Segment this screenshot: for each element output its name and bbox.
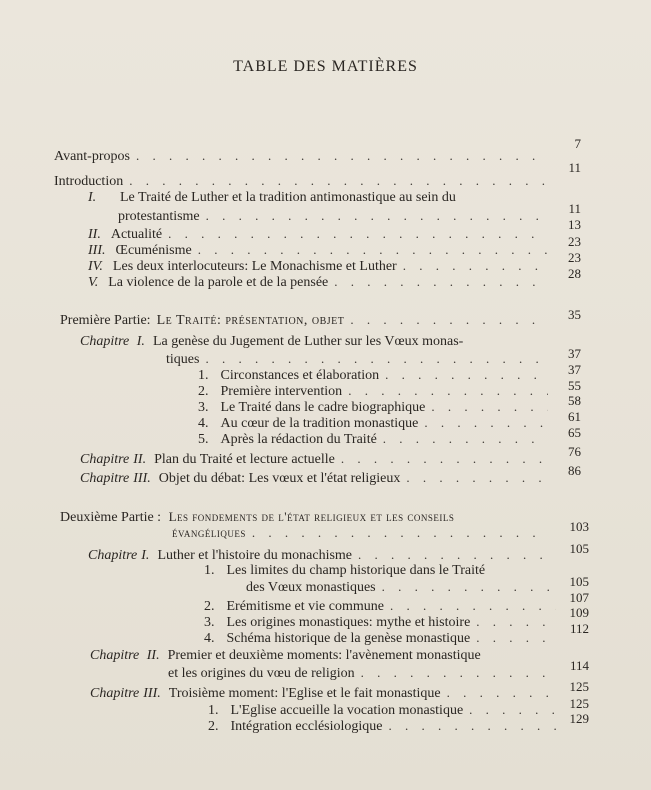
entry-label: Avant-propos bbox=[54, 149, 130, 164]
entry-label: Après la rédaction du Traité bbox=[220, 432, 377, 447]
dot-leader bbox=[385, 367, 548, 383]
page-number: 114 bbox=[569, 658, 589, 673]
toc-part-2-cont bbox=[172, 525, 554, 541]
entry-label: Erémitisme et vie commune bbox=[226, 599, 384, 614]
dot-leader bbox=[476, 630, 556, 646]
dot-leader bbox=[390, 598, 556, 614]
part-prefix: Deuxième Partie : bbox=[60, 510, 162, 525]
entry-label: protestantisme bbox=[118, 209, 200, 224]
entry-label: La genèse du Jugement de Luther sur les Vœux monas- bbox=[152, 334, 464, 349]
section-number: 2. bbox=[198, 384, 209, 399]
toc-entry-intro-2 bbox=[88, 226, 554, 243]
toc-entry-avant-propos bbox=[54, 148, 554, 165]
page-number: 7 bbox=[574, 136, 581, 151]
toc-section-2-1-1-cont bbox=[246, 579, 562, 596]
chapter-number: III. bbox=[143, 686, 161, 701]
page-number: 103 bbox=[569, 519, 589, 534]
toc-entry-introduction bbox=[54, 173, 554, 190]
entry-label: Le Traité de Luther et la tradition antimonastique au sein du bbox=[120, 190, 456, 205]
section-number: 2. bbox=[208, 719, 219, 734]
toc-section-2-1-2 bbox=[204, 598, 562, 615]
chapter-word: Chapitre bbox=[80, 471, 130, 486]
toc-chapter-1-2 bbox=[80, 451, 554, 468]
chapter-number: III. bbox=[133, 471, 151, 486]
toc-section-2-1-1 bbox=[204, 563, 564, 579]
part-title: évangéliques bbox=[172, 525, 246, 540]
section-number: 3. bbox=[198, 400, 209, 415]
chapter-word: Chapitre bbox=[80, 452, 130, 467]
entry-label: Le Traité dans le cadre biographique bbox=[220, 400, 426, 415]
page-number: 35 bbox=[568, 307, 581, 322]
dot-leader bbox=[129, 173, 548, 189]
dot-leader bbox=[334, 274, 548, 290]
section-number: 2. bbox=[204, 599, 215, 614]
page-number: 107 bbox=[569, 590, 589, 605]
chapter-word: Chapitre bbox=[90, 648, 140, 663]
entry-label: Les origines monastiques: mythe et histoire bbox=[226, 615, 471, 630]
entry-label: Au cœur de la tradition monastique bbox=[220, 416, 419, 431]
toc-chapter-2-2-cont bbox=[168, 665, 562, 682]
toc-section-1-1-2 bbox=[198, 383, 554, 400]
page-number: 13 bbox=[568, 217, 581, 232]
toc-chapter-2-2 bbox=[90, 648, 560, 664]
chapter-number: II. bbox=[133, 452, 147, 467]
page-number: 23 bbox=[568, 250, 581, 265]
dot-leader bbox=[198, 242, 548, 258]
dot-leader bbox=[424, 415, 548, 431]
entry-label: Les limites du champ historique dans le Traité bbox=[226, 563, 486, 578]
dot-leader bbox=[348, 383, 548, 399]
toc-entry-intro-3 bbox=[88, 242, 554, 259]
dot-leader bbox=[206, 208, 548, 224]
entry-label: Œcuménisme bbox=[115, 243, 192, 258]
page-number: 11 bbox=[568, 201, 581, 216]
section-number: 4. bbox=[198, 416, 209, 431]
section-number: 1. bbox=[198, 368, 209, 383]
entry-number: V. bbox=[88, 275, 99, 290]
toc-section-2-1-4 bbox=[204, 630, 562, 647]
entry-label: Schéma historique de la genèse monastique bbox=[226, 631, 471, 646]
page-number: 125 bbox=[569, 679, 589, 694]
toc-section-1-1-5 bbox=[198, 431, 554, 448]
page-number: 37 bbox=[568, 362, 581, 377]
entry-label: Objet du débat: Les vœux et l'état religieux bbox=[158, 471, 401, 486]
toc-entry-intro-1 bbox=[88, 190, 548, 206]
toc-part-2 bbox=[60, 509, 560, 526]
chapter-number: I. bbox=[141, 548, 150, 563]
dot-leader bbox=[403, 258, 548, 274]
entry-label: Les deux interlocuteurs: Le Monachisme et Luther bbox=[112, 259, 397, 274]
page-number: 105 bbox=[569, 541, 589, 556]
entry-number: I. bbox=[88, 190, 97, 205]
page-number: 11 bbox=[568, 160, 581, 175]
page-number: 105 bbox=[569, 574, 589, 589]
chapter-word: Chapitre bbox=[90, 686, 140, 701]
part-title: Le Traité: présentation, objet bbox=[156, 313, 345, 328]
page-number: 65 bbox=[568, 425, 581, 440]
entry-label: Intégration ecclésiologique bbox=[230, 719, 383, 734]
section-number: 1. bbox=[204, 563, 215, 578]
chapter-word: Chapitre bbox=[80, 334, 130, 349]
dot-leader bbox=[341, 451, 548, 467]
page-number: 125 bbox=[569, 696, 589, 711]
dot-leader bbox=[136, 148, 548, 164]
entry-label: La violence de la parole et de la pensée bbox=[108, 275, 329, 290]
toc-entry-intro-5 bbox=[88, 274, 554, 291]
dot-leader bbox=[382, 579, 556, 595]
page-number: 58 bbox=[568, 393, 581, 408]
dot-leader bbox=[476, 614, 556, 630]
dot-leader bbox=[431, 399, 548, 415]
entry-label: L'Eglise accueille la vocation monastique bbox=[230, 703, 464, 718]
page-number: 76 bbox=[568, 444, 581, 459]
dot-leader bbox=[168, 226, 548, 242]
part-title: Les fondements de l'état religieux et les conseils bbox=[168, 509, 455, 524]
toc-section-1-1-1 bbox=[198, 367, 554, 384]
entry-label: et les origines du vœu de religion bbox=[168, 666, 355, 681]
dot-leader bbox=[469, 702, 556, 718]
toc-chapter-1-3 bbox=[80, 470, 554, 487]
section-number: 1. bbox=[208, 703, 219, 718]
entry-label: tiques bbox=[166, 352, 200, 367]
page-number: 37 bbox=[568, 346, 581, 361]
dot-leader bbox=[447, 685, 556, 701]
dot-leader bbox=[383, 431, 548, 447]
entry-number: III. bbox=[88, 243, 106, 258]
entry-label: des Vœux monastiques bbox=[246, 580, 376, 595]
part-prefix: Première Partie: bbox=[60, 313, 151, 328]
entry-label: Troisième moment: l'Eglise et le fait monastique bbox=[168, 686, 441, 701]
chapter-number: II. bbox=[146, 648, 160, 663]
dot-leader bbox=[252, 525, 548, 541]
toc-chapter-2-3 bbox=[90, 685, 562, 702]
chapter-word: Chapitre bbox=[88, 548, 138, 563]
page-number: 55 bbox=[568, 378, 581, 393]
toc-chapter-1-1 bbox=[80, 334, 550, 350]
page-number: 109 bbox=[569, 605, 589, 620]
page-number: 61 bbox=[568, 409, 581, 424]
dot-leader bbox=[361, 665, 556, 681]
page-number: 28 bbox=[568, 266, 581, 281]
dot-leader bbox=[350, 312, 548, 328]
section-number: 3. bbox=[204, 615, 215, 630]
page-title: TABLE DES MATIÈRES bbox=[233, 58, 418, 75]
entry-label: Luther et l'histoire du monachisme bbox=[157, 548, 353, 563]
toc-part-1 bbox=[60, 312, 554, 329]
toc-entry-intro-1-cont bbox=[118, 208, 554, 225]
page-number: 86 bbox=[568, 463, 581, 478]
page-number: 129 bbox=[569, 711, 589, 726]
toc-section-2-3-2 bbox=[208, 718, 562, 735]
page-number: 23 bbox=[568, 234, 581, 249]
toc-chapter-2-1 bbox=[88, 547, 560, 564]
dot-leader bbox=[358, 547, 554, 563]
page-number: 112 bbox=[569, 621, 589, 636]
dot-leader bbox=[389, 718, 557, 734]
entry-label: Actualité bbox=[110, 227, 163, 242]
dot-leader bbox=[205, 351, 548, 367]
entry-label: Introduction bbox=[54, 174, 124, 189]
entry-number: IV. bbox=[88, 259, 103, 274]
toc-section-2-1-3 bbox=[204, 614, 562, 631]
toc-section-2-3-1 bbox=[208, 702, 562, 719]
entry-label: Circonstances et élaboration bbox=[220, 368, 380, 383]
entry-number: II. bbox=[88, 227, 101, 242]
entry-label: Première intervention bbox=[220, 384, 343, 399]
toc-section-1-1-3 bbox=[198, 399, 554, 416]
toc-chapter-1-1-cont bbox=[166, 351, 554, 368]
toc-section-1-1-4 bbox=[198, 415, 554, 432]
dot-leader bbox=[406, 470, 548, 486]
chapter-number: I. bbox=[136, 334, 145, 349]
entry-label: Premier et deuxième moments: l'avènement monastique bbox=[167, 648, 481, 663]
entry-label: Plan du Traité et lecture actuelle bbox=[154, 452, 335, 467]
section-number: 5. bbox=[198, 432, 209, 447]
section-number: 4. bbox=[204, 631, 215, 646]
toc-entry-intro-4 bbox=[88, 258, 554, 275]
